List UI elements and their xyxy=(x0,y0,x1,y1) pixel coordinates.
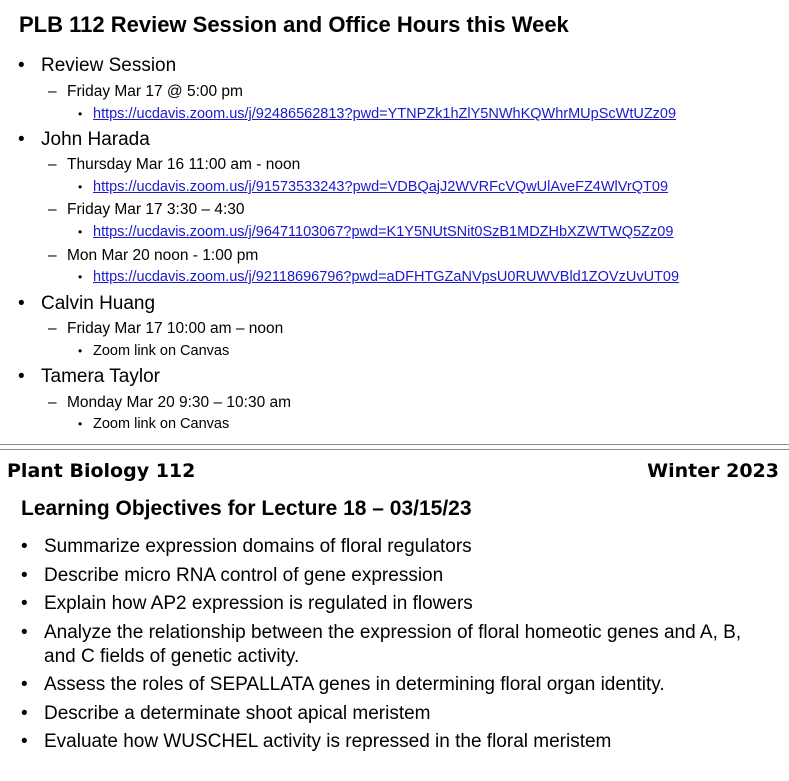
zoom-link-item xyxy=(78,179,668,195)
bullet: • xyxy=(21,622,28,643)
session-time: – Mon Mar 20 noon - 1:00 pm xyxy=(48,247,259,264)
objective-item: • Assess the roles of SEPALLATA genes in determining floral organ identity. xyxy=(21,674,665,695)
session-time: – Thursday Mar 16 11:00 am - noon xyxy=(48,156,301,173)
dash-bullet: – xyxy=(48,320,57,337)
objective-item: • Explain how AP2 expression is regulated in flowers xyxy=(21,593,473,614)
dash-bullet: – xyxy=(48,247,57,264)
bullet: • xyxy=(18,55,25,76)
person-calvin-huang xyxy=(18,293,155,315)
bullet: • xyxy=(21,731,28,752)
slide-divider xyxy=(0,444,789,445)
bullet: • xyxy=(78,107,83,121)
session-time: – Friday Mar 17 3:30 – 4:30 xyxy=(48,201,245,218)
dash-bullet: – xyxy=(48,156,57,173)
person-name: Tamera Taylor xyxy=(41,366,160,387)
zoom-link[interactable]: https://ucdavis.zoom.us/j/91573533243?pwd=VDBQajJ2WVRFcVQwUlAveFZ4WlVrQT09 xyxy=(93,179,669,195)
objective-item: • Describe a determinate shoot apical meristem xyxy=(21,703,431,724)
objective-item: • Analyze the relationship between the expression of floral homeotic genes and A, B, and C fields of genetic activity. xyxy=(21,622,742,667)
session-time: – Friday Mar 17 10:00 am – noon xyxy=(48,320,284,337)
bullet: • xyxy=(78,344,83,358)
person-review-session xyxy=(18,55,176,77)
office-hours-title: PLB 112 Review Session and Office Hours this Week xyxy=(19,12,569,37)
zoom-link[interactable]: https://ucdavis.zoom.us/j/92118696796?pwd=aDFHTGZaNVpsU0RUWVBld1ZOVzUvUT09 xyxy=(93,269,680,285)
objectives-title: Learning Objectives for Lecture 18 – 03/15/23 xyxy=(21,497,472,520)
bullet: • xyxy=(18,293,25,314)
zoom-link[interactable]: https://ucdavis.zoom.us/j/92486562813?pwd=YTNPZk1hZlY5NWhKQWhrMUpScWtUZz09 xyxy=(93,106,677,122)
zoom-link-item xyxy=(78,106,676,122)
bullet: • xyxy=(21,536,28,557)
person-name: John Harada xyxy=(41,129,150,150)
zoom-link[interactable]: https://ucdavis.zoom.us/j/96471103067?pwd=K1Y5NUtSNit0SzB1MDZHbXZWTWQ5Zz09 xyxy=(93,224,674,240)
objective-item: • Summarize expression domains of floral regulators xyxy=(21,536,472,557)
bullet: • xyxy=(78,225,83,239)
session-time: – Monday Mar 20 9:30 – 10:30 am xyxy=(48,394,292,411)
objective-item: • Evaluate how WUSCHEL activity is repressed in the floral meristem xyxy=(21,731,612,752)
dash-bullet: – xyxy=(48,83,57,100)
canvas-note: Zoom link on Canvas xyxy=(93,343,230,359)
course-name: Plant Biology 112 xyxy=(7,460,196,482)
bullet: • xyxy=(78,180,83,194)
zoom-link-item xyxy=(78,269,679,285)
zoom-link-item xyxy=(78,224,673,240)
dash-bullet: – xyxy=(48,201,57,218)
person-tamera-taylor xyxy=(18,366,160,388)
canvas-note: Zoom link on Canvas xyxy=(93,416,230,432)
person-name: Review Session xyxy=(41,55,177,76)
person-name: Calvin Huang xyxy=(41,293,156,314)
bullet: • xyxy=(78,417,83,431)
session-time: – Friday Mar 17 @ 5:00 pm xyxy=(48,83,243,100)
objective-item: • Describe micro RNA control of gene expression xyxy=(21,565,444,586)
learning-objectives-slide xyxy=(0,450,789,781)
bullet: • xyxy=(18,366,25,387)
bullet: • xyxy=(21,703,28,724)
term-label: Winter 2023 xyxy=(647,460,779,482)
dash-bullet: – xyxy=(48,394,57,411)
canvas-note-item xyxy=(78,343,229,359)
bullet: • xyxy=(21,674,28,695)
bullet: • xyxy=(21,593,28,614)
bullet: • xyxy=(21,565,28,586)
bullet: • xyxy=(78,270,83,284)
canvas-note-item xyxy=(78,416,229,432)
bullet: • xyxy=(18,129,25,150)
person-john-harada xyxy=(18,129,150,151)
